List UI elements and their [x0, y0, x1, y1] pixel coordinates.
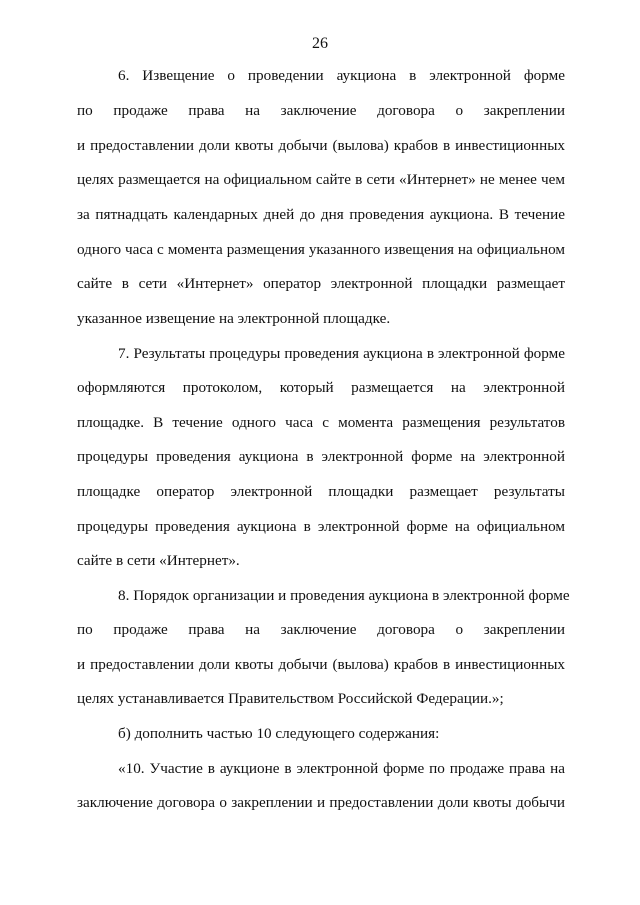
paragraph-7-line-1: 7. Результаты процедуры проведения аукциона в электронной форме — [118, 345, 565, 362]
paragraph-7-line-4: процедуры проведения аукциона в электронной форме на электронной — [77, 448, 565, 465]
paragraph-6-line-8: указанное извещение на электронной площадке. — [77, 310, 391, 327]
paragraph-6-line-5: за пятнадцать календарных дней до дня проведения аукциона. В течение — [77, 206, 565, 223]
paragraph-10-line-2: заключение договора о закреплении и предоставлении доли квоты добычи — [77, 794, 565, 811]
paragraph-7-line-5: площадке оператор электронной площадки размещает результаты — [77, 483, 565, 500]
page-number: 26 — [312, 35, 328, 52]
paragraph-8-line-3: и предоставлении доли квоты добычи (вылова) крабов в инвестиционных — [77, 656, 565, 673]
paragraph-6-line-3: и предоставлении доли квоты добычи (вылова) крабов в инвестиционных — [77, 137, 565, 154]
paragraph-8-line-4: целях устанавливается Правительством Российской Федерации.»; — [77, 690, 504, 707]
paragraph-6-line-6: одного часа с момента размещения указанного извещения на официальном — [77, 241, 565, 258]
amendment-b-line: б) дополнить частью 10 следующего содержания: — [118, 725, 440, 742]
paragraph-10-line-1: «10. Участие в аукционе в электронной форме по продаже права на — [118, 760, 565, 777]
paragraph-8-line-2: по продаже права на заключение договора о закреплении — [77, 621, 565, 638]
paragraph-6-line-7: сайте в сети «Интернет» оператор электронной площадки размещает — [77, 275, 565, 292]
paragraph-7-line-3: площадке. В течение одного часа с момента размещения результатов — [77, 414, 565, 431]
paragraph-6-line-1: 6. Извещение о проведении аукциона в электронной форме — [118, 67, 565, 84]
paragraph-6-line-2: по продаже права на заключение договора о закреплении — [77, 102, 565, 119]
paragraph-7-line-6: процедуры проведения аукциона в электронной форме на официальном — [77, 518, 565, 535]
paragraph-8-line-1: 8. Порядок организации и проведения аукциона в электронной форме — [118, 587, 570, 604]
paragraph-7-line-2: оформляются протоколом, который размещается на электронной — [77, 379, 565, 396]
paragraph-6-line-4: целях размещается на официальном сайте в сети «Интернет» не менее чем — [77, 171, 565, 188]
paragraph-7-line-7: сайте в сети «Интернет». — [77, 552, 240, 569]
